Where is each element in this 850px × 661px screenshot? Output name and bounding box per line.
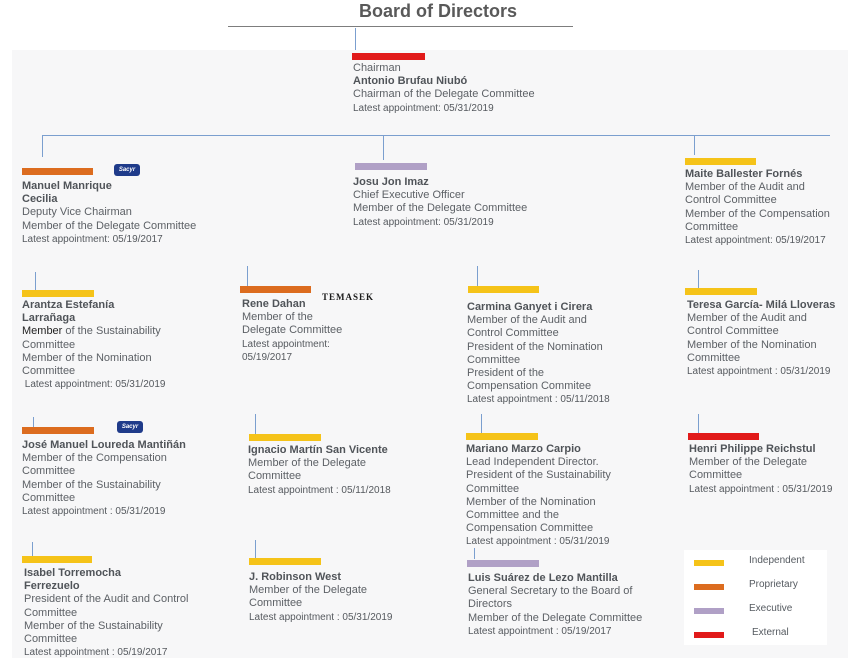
legend-label: Proprietary — [749, 579, 798, 590]
director-position: Committee — [467, 353, 521, 366]
role-bar-independent — [685, 158, 756, 165]
director-position: Member of the Compensation — [22, 452, 167, 465]
director-position: Control Committee — [687, 325, 779, 338]
director-position: Committee — [685, 220, 739, 233]
director-position: Committee — [22, 465, 76, 478]
director-position: Directors — [468, 598, 513, 611]
director-position: Compensation Commitee — [467, 380, 592, 393]
latest-appointment: Latest appointment : 05/11/2018 — [248, 484, 391, 496]
director-position: Committee — [689, 469, 743, 482]
director-name: Manuel Manrique — [22, 180, 112, 192]
role-bar-independent — [22, 290, 94, 297]
director-card — [689, 443, 832, 496]
director-name: Luis Suárez de Lezo Mantilla — [468, 572, 618, 584]
latest-appointment: Latest appointment: 05/31/2019 — [353, 216, 494, 228]
director-position: Deputy Vice Chairman — [22, 206, 132, 219]
latest-appointment: Latest appointment : 05/31/2019 — [22, 506, 166, 518]
director-card — [22, 180, 196, 246]
director-position: Member of the Compensation — [685, 207, 830, 220]
position-rest: of the Sustainability — [62, 325, 161, 338]
connector-right — [694, 135, 695, 155]
director-card-chairman — [353, 62, 535, 115]
director-card — [687, 299, 835, 378]
role-bar-executive — [355, 163, 427, 170]
director-card — [466, 443, 611, 549]
director-name: Ignacio Martín San Vicente — [248, 444, 388, 456]
legend-swatch-executive — [694, 608, 724, 614]
director-position: Committee — [22, 365, 76, 378]
director-card — [468, 572, 642, 638]
page-title: Board of Directors — [358, 1, 518, 21]
director-position: General Secretary to the Board of — [468, 585, 633, 598]
director-position: Member of the Sustainability — [22, 478, 161, 491]
director-position: Member of the Audit and — [685, 181, 805, 194]
legend-item-proprietary — [684, 576, 827, 598]
title-underline — [228, 26, 573, 27]
director-position: Control Committee — [685, 194, 777, 207]
director-position: Member of the Nomination — [687, 338, 817, 351]
director-card — [22, 439, 186, 518]
director-name: Carmina Ganyet i Cirera — [467, 301, 593, 313]
role-bar-proprietary — [22, 427, 94, 434]
director-position: Committee and the — [466, 509, 559, 522]
director-position: Member of the Audit and — [467, 314, 587, 327]
latest-appointment: Latest appointment: 05/31/2019 — [353, 102, 494, 114]
director-position: Member of the Delegate Committee — [353, 202, 528, 215]
director-name: Antonio Brufau Niubó — [353, 75, 468, 88]
director-name: Henri Philippe Reichstul — [689, 443, 816, 455]
role-bar-independent — [249, 434, 321, 441]
director-position: Committee — [249, 597, 303, 610]
director-card — [467, 301, 610, 407]
connector-row2-3 — [477, 266, 478, 286]
legend-swatch-external — [694, 632, 724, 638]
latest-appointment: Latest appointment : 05/31/2019 — [687, 366, 831, 378]
director-position: Member of the Nomination — [466, 495, 596, 508]
connector-horizontal — [42, 135, 830, 136]
role-bar-independent — [685, 288, 757, 295]
role-bar-independent — [249, 558, 321, 565]
director-position: Member of the — [242, 311, 313, 324]
sacyr-logo: Sacyr — [117, 421, 143, 433]
latest-appointment: Latest appointment : 05/31/2019 — [689, 483, 833, 495]
latest-appointment: Latest appointment: — [242, 338, 330, 350]
director-name: Rene Dahan — [242, 298, 306, 310]
latest-appointment: Latest appointment: 05/19/2017 — [685, 235, 826, 247]
director-position: Control Committee — [467, 327, 559, 340]
director-position: President of the Nomination — [467, 340, 603, 353]
director-name: Teresa García- Milá Lloveras — [687, 299, 836, 311]
legend-label: Executive — [749, 603, 793, 614]
legend-swatch-independent — [694, 560, 724, 566]
connector-row3-2 — [255, 414, 256, 434]
director-position: Member of the Delegate — [689, 456, 808, 469]
director-name: Maite Ballester Fornés — [685, 168, 803, 180]
director-position: Lead Independent Director. — [466, 456, 599, 469]
connector-left — [42, 135, 43, 157]
connector-row3-3 — [481, 414, 482, 433]
director-name: Arantza Estefanía — [22, 299, 115, 311]
member-word: Member — [22, 325, 63, 338]
connector-row3-1 — [33, 417, 34, 427]
legend-label: External — [752, 627, 789, 638]
director-name: Isabel Torremocha — [24, 567, 121, 579]
director-card — [242, 298, 342, 364]
director-position: Chairman of the Delegate Committee — [353, 88, 535, 101]
director-role: Chairman — [353, 62, 401, 74]
director-name: Ferrezuelo — [24, 580, 80, 593]
legend-item-external — [684, 624, 827, 646]
role-bar-independent — [22, 556, 92, 563]
latest-appointment: Latest appointment : 05/19/2017 — [468, 625, 612, 637]
role-bar-independent — [468, 286, 539, 293]
latest-appointment: Latest appointment: 05/31/2019 — [22, 379, 166, 391]
director-position: Member of the Delegate Committee — [22, 219, 197, 232]
director-position: Member of the Delegate — [248, 457, 367, 470]
director-card — [248, 444, 391, 497]
legend-item-independent — [684, 552, 827, 574]
director-position: President of the Sustainability — [466, 469, 611, 482]
connector-center — [383, 135, 384, 160]
legend-label: Independent — [749, 555, 805, 566]
director-position: Chief Executive Officer — [353, 189, 465, 202]
director-position: Committee — [466, 482, 520, 495]
director-position: President of the Audit and Control — [24, 593, 189, 606]
director-position: Compensation Committee — [466, 522, 594, 535]
temasek-logo: TEMASEK — [322, 292, 375, 302]
director-position: Committee — [22, 338, 76, 351]
connector-row4-1 — [32, 542, 33, 556]
role-bar-independent — [466, 433, 538, 440]
director-name: Larrañaga — [22, 312, 76, 325]
role-bar-proprietary — [22, 168, 93, 175]
director-name: Josu Jon Imaz — [353, 176, 429, 188]
latest-appointment: Latest appointment: 05/19/2017 — [22, 233, 163, 245]
director-card — [685, 168, 830, 247]
director-name: Mariano Marzo Carpio — [466, 443, 581, 455]
director-name: J. Robinson West — [249, 571, 342, 583]
director-card — [24, 567, 189, 659]
latest-appointment-date: 05/19/2017 — [242, 351, 293, 363]
role-bar-external — [688, 433, 759, 440]
director-position: Committee — [22, 491, 76, 504]
director-position: Member of the Nomination — [22, 351, 152, 364]
connector-row4-3 — [474, 548, 475, 559]
connector-row2-2 — [247, 266, 248, 286]
connector-row4-2 — [255, 540, 256, 558]
director-position: Committee — [248, 470, 302, 483]
latest-appointment: Latest appointment : 05/31/2019 — [466, 536, 610, 548]
connector-chairman — [355, 28, 356, 50]
director-position: Committee — [24, 633, 78, 646]
legend-swatch-proprietary — [694, 584, 724, 590]
sacyr-logo: Sacyr — [114, 164, 140, 176]
director-position: Member of the Sustainability — [24, 619, 163, 632]
director-card — [353, 176, 527, 229]
latest-appointment: Latest appointment : 05/31/2019 — [249, 611, 393, 623]
director-position: Committee — [24, 606, 78, 619]
director-position: Member of the Delegate Committee — [468, 611, 643, 624]
role-bar-executive — [467, 560, 539, 567]
legend — [684, 550, 827, 645]
director-position: Member of the Delegate — [249, 584, 368, 597]
director-position: Committee — [687, 351, 741, 364]
director-name: Cecilia — [22, 193, 58, 206]
connector-row2-4 — [698, 270, 699, 288]
director-card — [22, 299, 165, 391]
latest-appointment: Latest appointment : 05/11/2018 — [467, 394, 610, 406]
legend-item-executive — [684, 600, 827, 622]
role-bar-proprietary — [240, 286, 311, 293]
director-card — [249, 571, 392, 624]
latest-appointment: Latest appointment : 05/19/2017 — [24, 647, 168, 659]
role-bar-external — [352, 53, 425, 60]
director-position: President of the — [467, 367, 545, 380]
connector-row3-4 — [698, 414, 699, 433]
connector-row2-1 — [35, 272, 36, 290]
director-position: Member of the Audit and — [687, 312, 807, 325]
director-position: Delegate Committee — [242, 324, 343, 337]
director-name: José Manuel Loureda Mantiñán — [22, 439, 186, 451]
director-position — [22, 325, 165, 338]
